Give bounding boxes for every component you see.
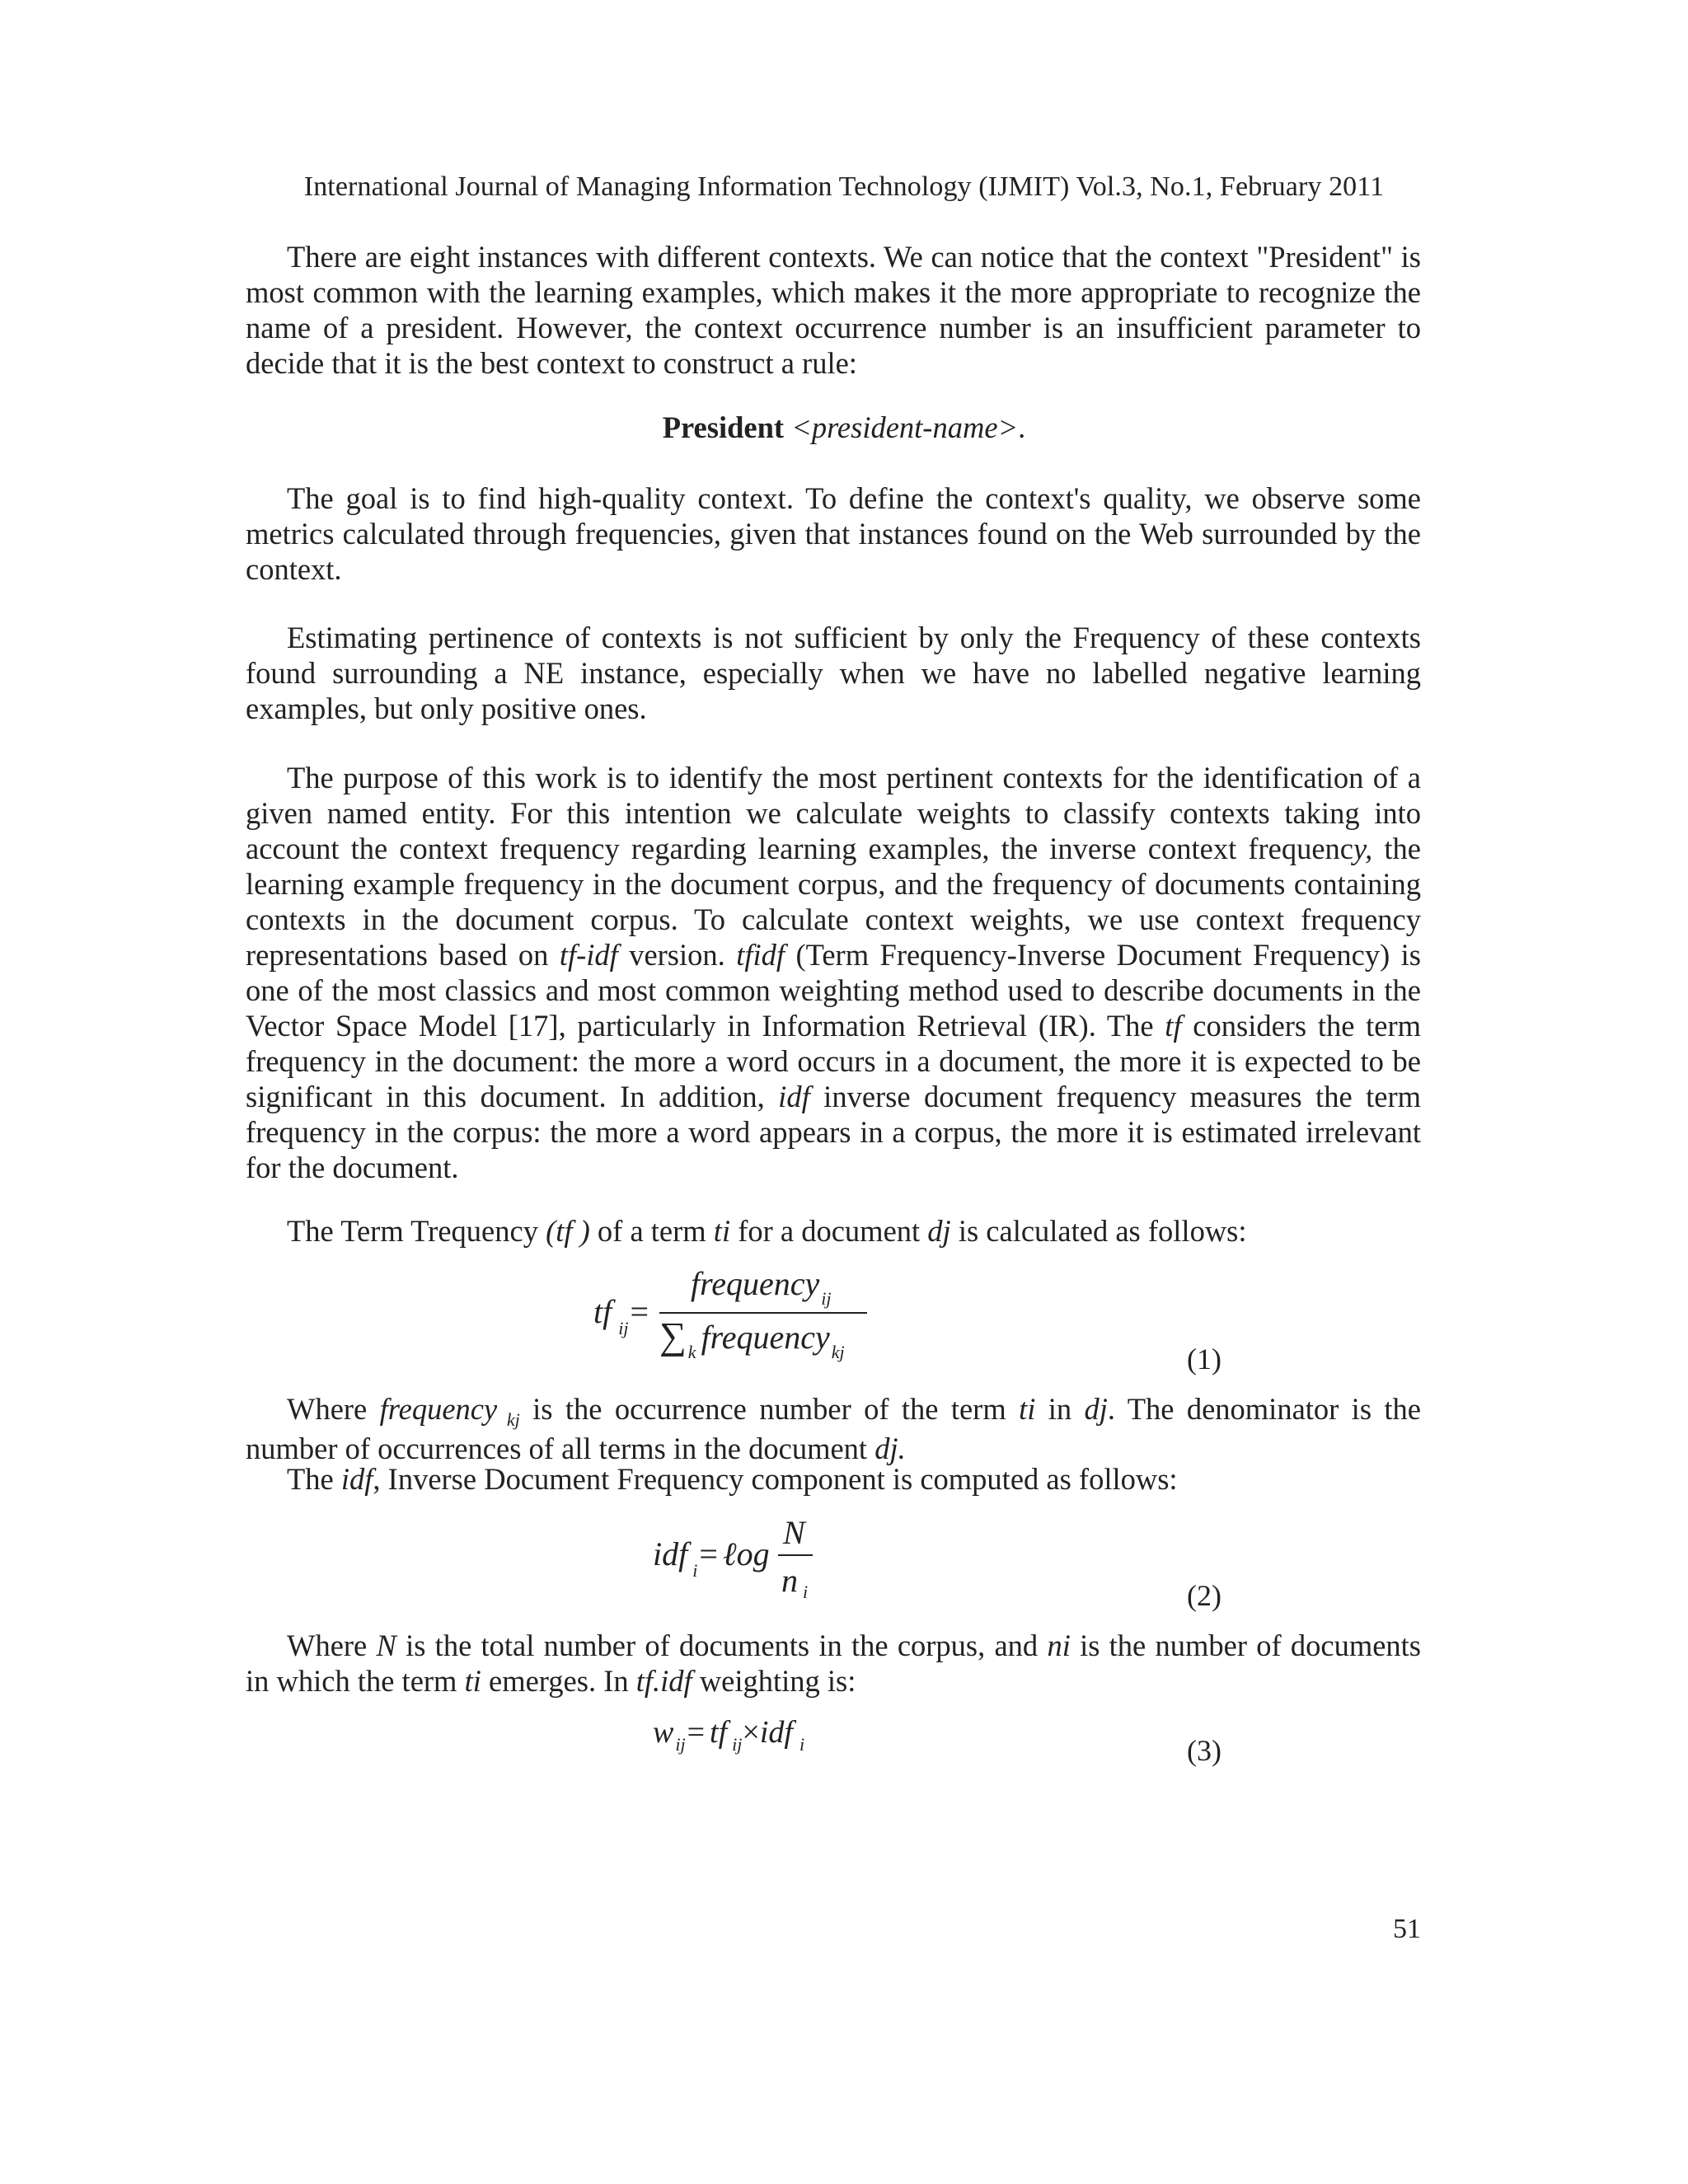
paragraph-text: Estimating pertinence of contexts is not sufficient by only the Frequency of these contexts found surrounding a NE instance, especially when we have no labelled negative learning examples, but only positive ones. — [246, 621, 1421, 725]
text-run: The Term Trequency — [287, 1214, 546, 1248]
paragraph-pertinence — [246, 620, 1421, 726]
eq3-w-sub: ij — [675, 1734, 686, 1755]
rule-bold: President — [662, 410, 785, 444]
eq3-tf-sub: ij — [732, 1734, 743, 1755]
paragraph-text: There are eight instances with different contexts. We can notice that the context "President" is most common with the learning examples, which makes it the more appropriate to recognize the name of a president. However, the context occurrence number is an insufficient parameter to decide that it is the best context to construct a rule: — [246, 240, 1421, 380]
text-run: considers the term frequency in the document: the more a word occurs in a document, the more it is expected to be significant in this document. In addition, — [246, 1009, 1421, 1113]
eq2-number: (2) — [1187, 1579, 1221, 1612]
paragraph-tf-intro — [246, 1213, 1421, 1249]
term-kj-sub: kj — [497, 1409, 520, 1430]
term-dj: dj. — [874, 1432, 906, 1465]
text-run-italic: y, — [1353, 832, 1373, 865]
text-run: weighting is: — [692, 1664, 856, 1698]
eq1-num-sub: ij — [821, 1288, 832, 1309]
eq2-denominator — [781, 1561, 808, 1600]
page-number: 51 — [1393, 1914, 1421, 1944]
paragraph-intro — [246, 239, 1421, 381]
term-tf-idf: tf.idf — [635, 1664, 692, 1698]
term-ti: ti — [464, 1664, 481, 1698]
paragraph-goal — [246, 480, 1421, 587]
text-run: The purpose of this work is to identify the most pertinent contexts for the identification of a given named entity. For this intention we calculate weights to classify contexts taking into account the context frequency regarding learning examples, the inverse context frequenc — [246, 761, 1421, 865]
eq1-sum-sub: k — [687, 1342, 696, 1362]
term-tf: tf — [1165, 1009, 1182, 1043]
text-run: for a document — [730, 1214, 928, 1248]
eq3-body — [653, 1714, 805, 1755]
text-run: The — [287, 1462, 341, 1496]
eq2-lhs — [653, 1535, 770, 1581]
eq1-den-frequency: frequency — [701, 1319, 830, 1356]
term-ti: ti — [1019, 1392, 1036, 1426]
rule-end: . — [1018, 410, 1026, 444]
term-tf: (tf ) — [546, 1214, 590, 1248]
paragraph-where-n — [246, 1628, 1421, 1699]
eq3-number: (3) — [1187, 1734, 1221, 1767]
eq1-sum-symbol: ∑ — [659, 1315, 687, 1357]
eq1-lhs — [593, 1292, 649, 1338]
eq1-tf: tf — [593, 1293, 612, 1330]
text-run: (Term Frequency-Inverse Document Frequency) is one of the most classics and most common weighting method used to describe documents in the Vector Space Model [17], particularly in Information Retrieval (IR). The — [246, 938, 1421, 1043]
eq1-number: (1) — [1187, 1343, 1221, 1376]
text-run: is the occurrence number of the term — [519, 1392, 1020, 1426]
eq1-tf-sub: ij — [618, 1318, 629, 1338]
text-run: emerges. In — [481, 1664, 636, 1698]
rule-italic: <president-name> — [791, 410, 1019, 444]
running-header: International Journal of Managing Information Technology (IJMIT) Vol.3, No.1, February 2011 — [303, 171, 1385, 202]
term-tf-idf: tf-idf — [559, 938, 618, 972]
eq1-denominator — [659, 1314, 845, 1362]
eq2-log: ℓog — [722, 1535, 770, 1572]
eq2-idf: idf — [653, 1535, 688, 1572]
term-ti: ti — [713, 1214, 731, 1248]
eq2-n-sub: i — [803, 1582, 809, 1602]
eq2-idf-sub: i — [692, 1560, 698, 1581]
eq3-w: w — [653, 1715, 674, 1750]
eq2-fraction-bar — [778, 1554, 813, 1556]
eq3-idf: idf — [759, 1715, 793, 1750]
text-run: Where — [287, 1629, 377, 1662]
eq3-tf: tf — [710, 1715, 728, 1750]
text-run: of a term — [589, 1214, 714, 1248]
eq1-num-frequency: frequency — [691, 1265, 820, 1302]
text-run: is calculated as follows: — [950, 1214, 1247, 1248]
eq3-idf-sub: i — [799, 1734, 805, 1755]
paragraph-idf-intro — [246, 1461, 1421, 1497]
text-run: , Inverse Document Frequency component is computed as follows: — [373, 1462, 1178, 1496]
eq3-equals: = — [687, 1715, 706, 1750]
eq2-numerator: N — [783, 1514, 805, 1551]
term-frequency: frequency — [379, 1392, 498, 1426]
eq1-equals: = — [630, 1293, 649, 1330]
text-run: is the total number of documents in the corpus, and — [396, 1629, 1048, 1662]
paragraph-where-frequency — [246, 1391, 1421, 1466]
text-run: in — [1035, 1392, 1085, 1426]
eq3-times: × — [742, 1715, 760, 1750]
eq1-numerator — [691, 1264, 832, 1309]
paragraph-text: The goal is to find high-quality context. To define the context's quality, we observe some metrics calculated through frequencies, given that instances found on the Web surrounded by the context. — [246, 481, 1421, 586]
text-run: Where — [287, 1392, 380, 1426]
term-dj: dj — [927, 1214, 951, 1248]
eq1-den-sub: kj — [831, 1342, 845, 1362]
text-run: . The denominator is the number of occurrences of all terms in the document — [246, 1392, 1421, 1465]
term-idf: idf — [778, 1080, 810, 1113]
eq2-n: n — [781, 1562, 798, 1599]
text-run: version. — [617, 938, 737, 972]
text-run: is the number of documents in which the term — [246, 1629, 1421, 1698]
term-N: N — [376, 1629, 396, 1662]
paragraph-purpose — [246, 760, 1421, 1185]
term-dj: dj — [1084, 1392, 1108, 1426]
term-tfidf: tfidf — [736, 938, 785, 972]
text-run: inverse document frequency measures the term frequency in the corpus: the more a word appears in a corpus, the more it is estimated irrelevant for the document. — [246, 1080, 1421, 1184]
term-ni: ni — [1047, 1629, 1071, 1662]
term-idf: idf — [340, 1462, 373, 1496]
text-run: the learning example frequency in the document corpus, and the frequency of documents containing contexts in the document corpus. To calculate context weights, we use context frequency representations based on — [246, 832, 1421, 972]
eq2-equals: = — [699, 1535, 718, 1572]
rule-line — [0, 410, 1688, 445]
